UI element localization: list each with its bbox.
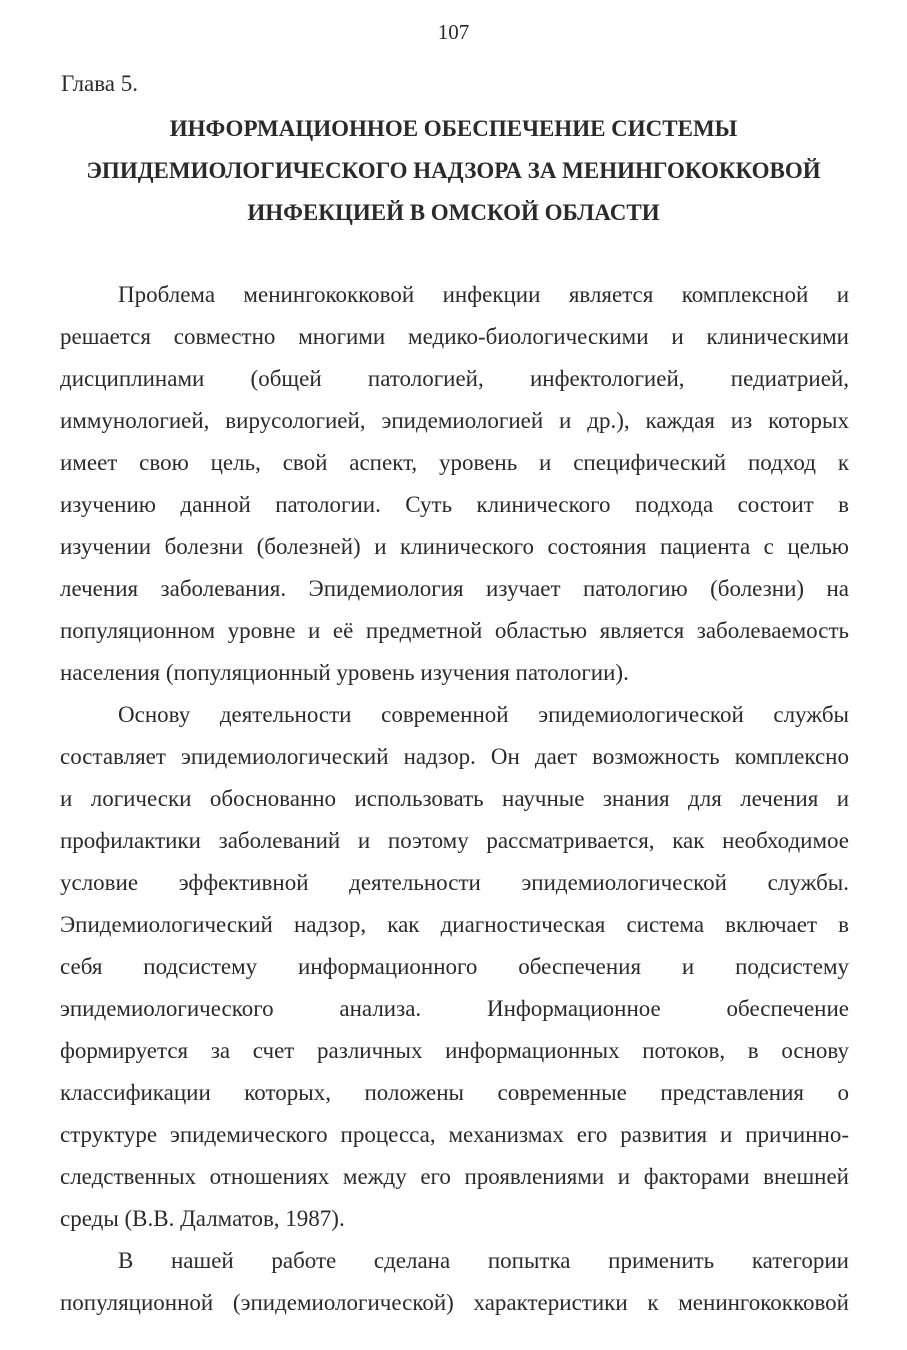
text-line: дисциплинами (общей патологией, инфектологией, педиатрией, bbox=[60, 366, 849, 391]
text-line: и логически обоснованно использовать научные знания для лечения и bbox=[60, 786, 849, 811]
text-line: профилактики заболеваний и поэтому рассматривается, как необходимое bbox=[60, 828, 849, 853]
page-number: 107 bbox=[437, 20, 470, 44]
text-line: эпидемиологического анализа. Информационное обеспечение bbox=[60, 996, 849, 1021]
text-line: популяционной (эпидемиологической) характеристики к менингококковой bbox=[60, 1290, 849, 1315]
chapter-title-line: ИНФОРМАЦИОННОЕ ОБЕСПЕЧЕНИЕ СИСТЕМЫ bbox=[169, 116, 738, 141]
text-line: лечения заболевания. Эпидемиология изучает патологию (болезни) на bbox=[60, 576, 849, 601]
body-text bbox=[60, 274, 849, 1324]
text-line: Основу деятельности современной эпидемиологической службы bbox=[118, 702, 849, 727]
text-line: Проблема менингококковой инфекции является комплексной и bbox=[118, 282, 849, 307]
text-line: решается совместно многими медико-биологическими и клиническими bbox=[60, 324, 849, 349]
chapter-label: Глава 5. bbox=[61, 71, 139, 96]
text-line: формируется за счет различных информационных потоков, в основу bbox=[60, 1038, 849, 1063]
text-line: изучении болезни (болезней) и клинического состояния пациента с целью bbox=[60, 534, 849, 559]
text-line: среды (В.В. Далматов, 1987). bbox=[60, 1206, 345, 1231]
chapter-title bbox=[58, 108, 849, 234]
text-line: иммунологией, вирусологией, эпидемиологией и др.), каждая из которых bbox=[60, 408, 849, 433]
chapter-title-line: ЭПИДЕМИОЛОГИЧЕСКОГО НАДЗОРА ЗА МЕНИНГОКОККОВОЙ bbox=[86, 158, 821, 183]
text-line: условие эффективной деятельности эпидемиологической службы. bbox=[60, 870, 849, 895]
text-line: популяционном уровне и её предметной областью является заболеваемость bbox=[60, 618, 849, 643]
chapter-title-line: ИНФЕКЦИЕЙ В ОМСКОЙ ОБЛАСТИ bbox=[247, 200, 660, 225]
text-line: изучению данной патологии. Суть клинического подхода состоит в bbox=[60, 492, 849, 517]
text-line: себя подсистему информационного обеспечения и подсистему bbox=[60, 954, 849, 979]
text-line: структуре эпидемического процесса, механизмах его развития и причинно- bbox=[60, 1122, 849, 1147]
text-line: классификации которых, положены современные представления о bbox=[60, 1080, 849, 1105]
paragraph-1 bbox=[60, 274, 849, 694]
paragraph-3 bbox=[60, 1240, 849, 1324]
text-line: составляет эпидемиологический надзор. Он дает возможность комплексно bbox=[60, 744, 849, 769]
text-line: имеет свою цель, свой аспект, уровень и специфический подход к bbox=[60, 450, 849, 475]
text-line: В нашей работе сделана попытка применить категории bbox=[118, 1248, 849, 1273]
text-line: следственных отношениях между его проявлениями и факторами внешней bbox=[60, 1164, 849, 1189]
paragraph-2 bbox=[60, 694, 849, 1240]
text-line: Эпидемиологический надзор, как диагностическая система включает в bbox=[60, 912, 849, 937]
text-line: населения (популяционный уровень изучения патологии). bbox=[60, 660, 629, 685]
